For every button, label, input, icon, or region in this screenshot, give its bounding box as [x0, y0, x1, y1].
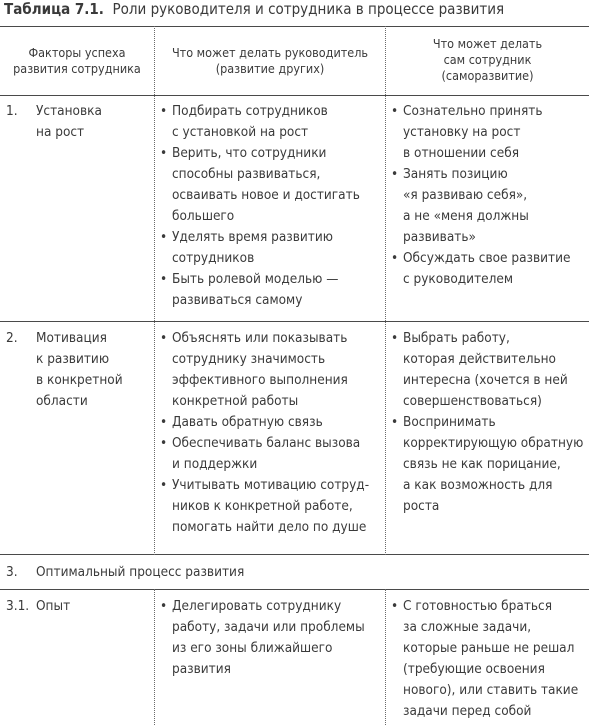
- row1-manager: [158, 101, 360, 311]
- row2-manager: [158, 328, 369, 538]
- row1-employee: [389, 101, 570, 290]
- header-col-factors: Факторы успеха развития сотрудника: [13, 45, 141, 76]
- list-item: • Подбирать сотрудников с установкой на рост: [158, 101, 360, 143]
- row1-bottom-rule: [0, 321, 589, 322]
- row31-factor: Опыт: [36, 598, 71, 614]
- row2-factor: Мотивация к развитию в конкретной области: [36, 330, 123, 409]
- col-separator-2: [385, 26, 386, 555]
- row31-employee: [389, 596, 578, 722]
- list-item: • Обсуждать свое развитие с руководителем: [389, 248, 570, 290]
- list-item: • Воспринимать корректирующую обратную связь не как порицание, а как возможность для роста: [389, 412, 583, 517]
- list-item: • Давать обратную связь: [158, 412, 369, 433]
- row31-manager: [158, 596, 365, 680]
- list-item: • Быть ролевой моделью — развиваться самому: [158, 269, 360, 311]
- table-caption-label: Таблица 7.1.: [4, 0, 104, 18]
- list-item: • Выбрать работу, которая действительно интересна (хочется в ней совершенствоваться): [389, 328, 583, 412]
- header-col-employee: Что может делать сам сотрудник (саморазвитие): [432, 36, 543, 83]
- col-separator-1: [154, 26, 155, 555]
- section3-bottom-rule: [0, 589, 589, 590]
- section3-title: Оптимальный процесс развития: [36, 564, 245, 580]
- list-item: • С готовностью браться за сложные задачи, которые раньше не решал (требующие освоения нового), или ставить такие задачи перед собой: [389, 596, 578, 722]
- list-item: • Объяснять или показывать сотруднику значимость эффективного выполнения конкретной работы: [158, 328, 369, 412]
- row2-number: 2.: [6, 330, 18, 346]
- list-item: • Делегировать сотруднику работу, задачи или проблемы из его зоны ближайшего развития: [158, 596, 365, 680]
- table-caption-text: Роли руководителя и сотрудника в процессе развития: [112, 0, 505, 18]
- list-item: • Занять позицию «я развиваю себя», а не «меня должны развивать»: [389, 164, 570, 248]
- list-item: • Обеспечивать баланс вызова и поддержки: [158, 433, 369, 475]
- row31-number: 3.1.: [6, 598, 30, 614]
- list-item: • Уделять время развитию сотрудников: [158, 227, 360, 269]
- header-bottom-rule: [0, 95, 589, 96]
- list-item: • Сознательно принять установку на рост в отношении себя: [389, 101, 570, 164]
- list-item: • Верить, что сотрудники способны развиваться, осваивать новое и достигать большего: [158, 143, 360, 227]
- header-col-manager: Что может делать руководитель (развитие других): [171, 45, 369, 76]
- row1-factor: Установка на рост: [36, 103, 102, 140]
- col-separator-1-row31: [154, 589, 155, 725]
- col-separator-2-row31: [385, 589, 386, 725]
- table-caption: [4, 0, 504, 18]
- row2-bottom-rule: [0, 554, 589, 555]
- section3-number: 3.: [6, 564, 18, 580]
- table-top-rule: [0, 26, 589, 27]
- row2-employee: [389, 328, 583, 517]
- list-item: • Учитывать мотивацию сотруд- ников к конкретной работе, помогать найти дело по душе: [158, 475, 369, 538]
- row1-number: 1.: [6, 103, 18, 119]
